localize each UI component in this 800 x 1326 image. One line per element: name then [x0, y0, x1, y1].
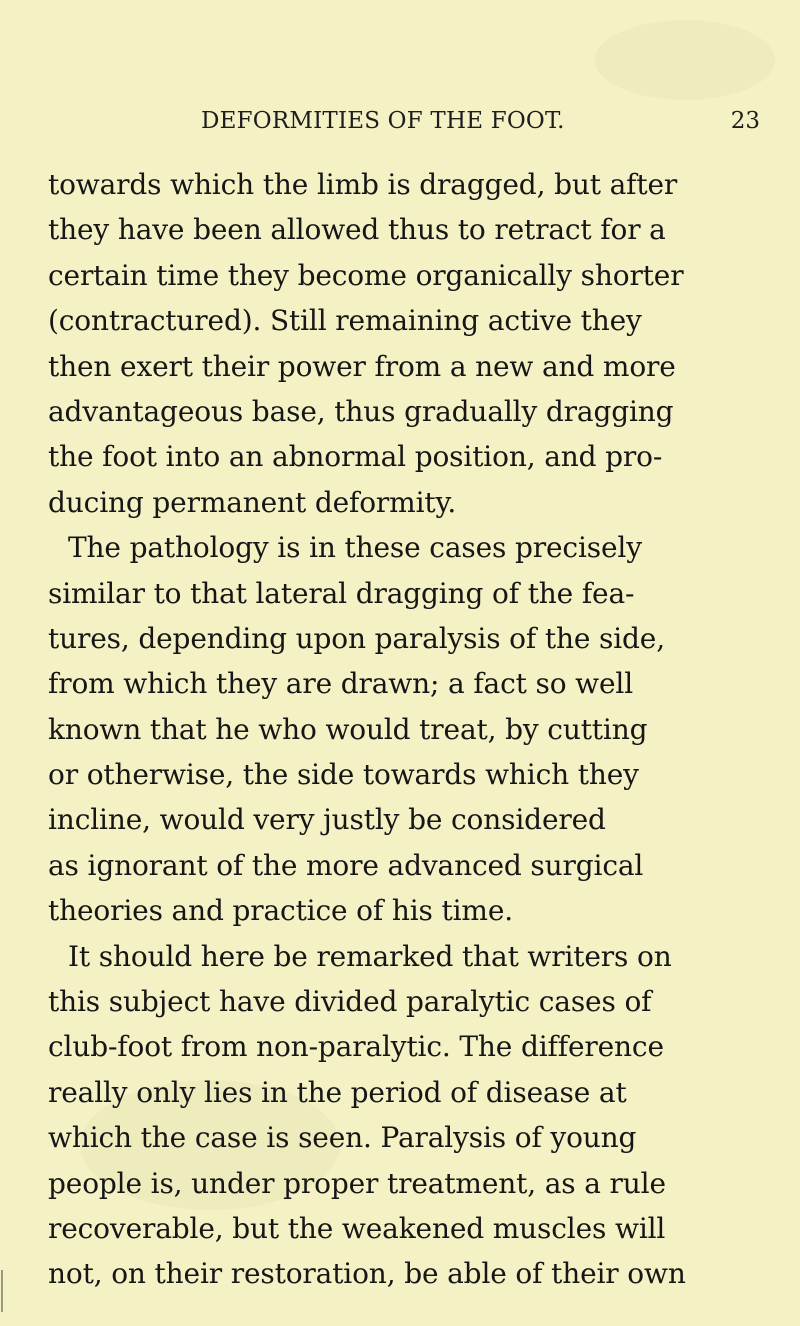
body-text — [48, 162, 748, 1297]
text-line: which the case is seen. Paralysis of young — [48, 1121, 637, 1155]
page-edge-mark — [1, 1270, 3, 1312]
text-line: ducing permanent deformity. — [48, 485, 457, 519]
page-number: 23 — [730, 108, 760, 134]
text-line: not, on their restoration, be able of their own — [48, 1257, 686, 1291]
paragraph-start-line: It should here be remarked that writers on — [68, 939, 672, 973]
text-line: people is, under proper treatment, as a rule — [48, 1166, 666, 1200]
text-line: from which they are drawn; a fact so well — [48, 667, 633, 701]
text-line: known that he who would treat, by cutting — [48, 712, 648, 746]
text-line: certain time they become organically shorter — [48, 258, 684, 292]
text-line: club-foot from non-paralytic. The difference — [48, 1030, 664, 1064]
text-line: theories and practice of his time. — [48, 894, 513, 928]
text-line: they have been allowed thus to retract for a — [48, 213, 666, 247]
page-header — [50, 104, 760, 138]
running-head: DEFORMITIES OF THE FOOT. — [201, 108, 565, 134]
text-line: towards which the limb is dragged, but after — [48, 168, 678, 201]
text-line: then exert their power from a new and more — [48, 349, 676, 383]
text-line: incline, would very justly be considered — [48, 803, 606, 837]
text-line: as ignorant of the more advanced surgical — [48, 848, 644, 882]
text-line: really only lies in the period of disease at — [48, 1075, 627, 1109]
paragraph-start-line: The pathology is in these cases precisely — [68, 531, 642, 565]
text-line: similar to that lateral dragging of the fea- — [48, 576, 635, 610]
text-line: tures, depending upon paralysis of the side, — [48, 621, 665, 655]
paper-stain — [595, 20, 775, 100]
text-line: advantageous base, thus gradually dragging — [48, 394, 674, 428]
text-line: recoverable, but the weakened muscles will — [48, 1211, 666, 1245]
text-line: this subject have divided paralytic cases of — [48, 985, 652, 1019]
text-line: or otherwise, the side towards which they — [48, 758, 639, 792]
text-line: (contractured). Still remaining active they — [48, 304, 642, 338]
text-line: the foot into an abnormal position, and pro- — [48, 440, 663, 474]
